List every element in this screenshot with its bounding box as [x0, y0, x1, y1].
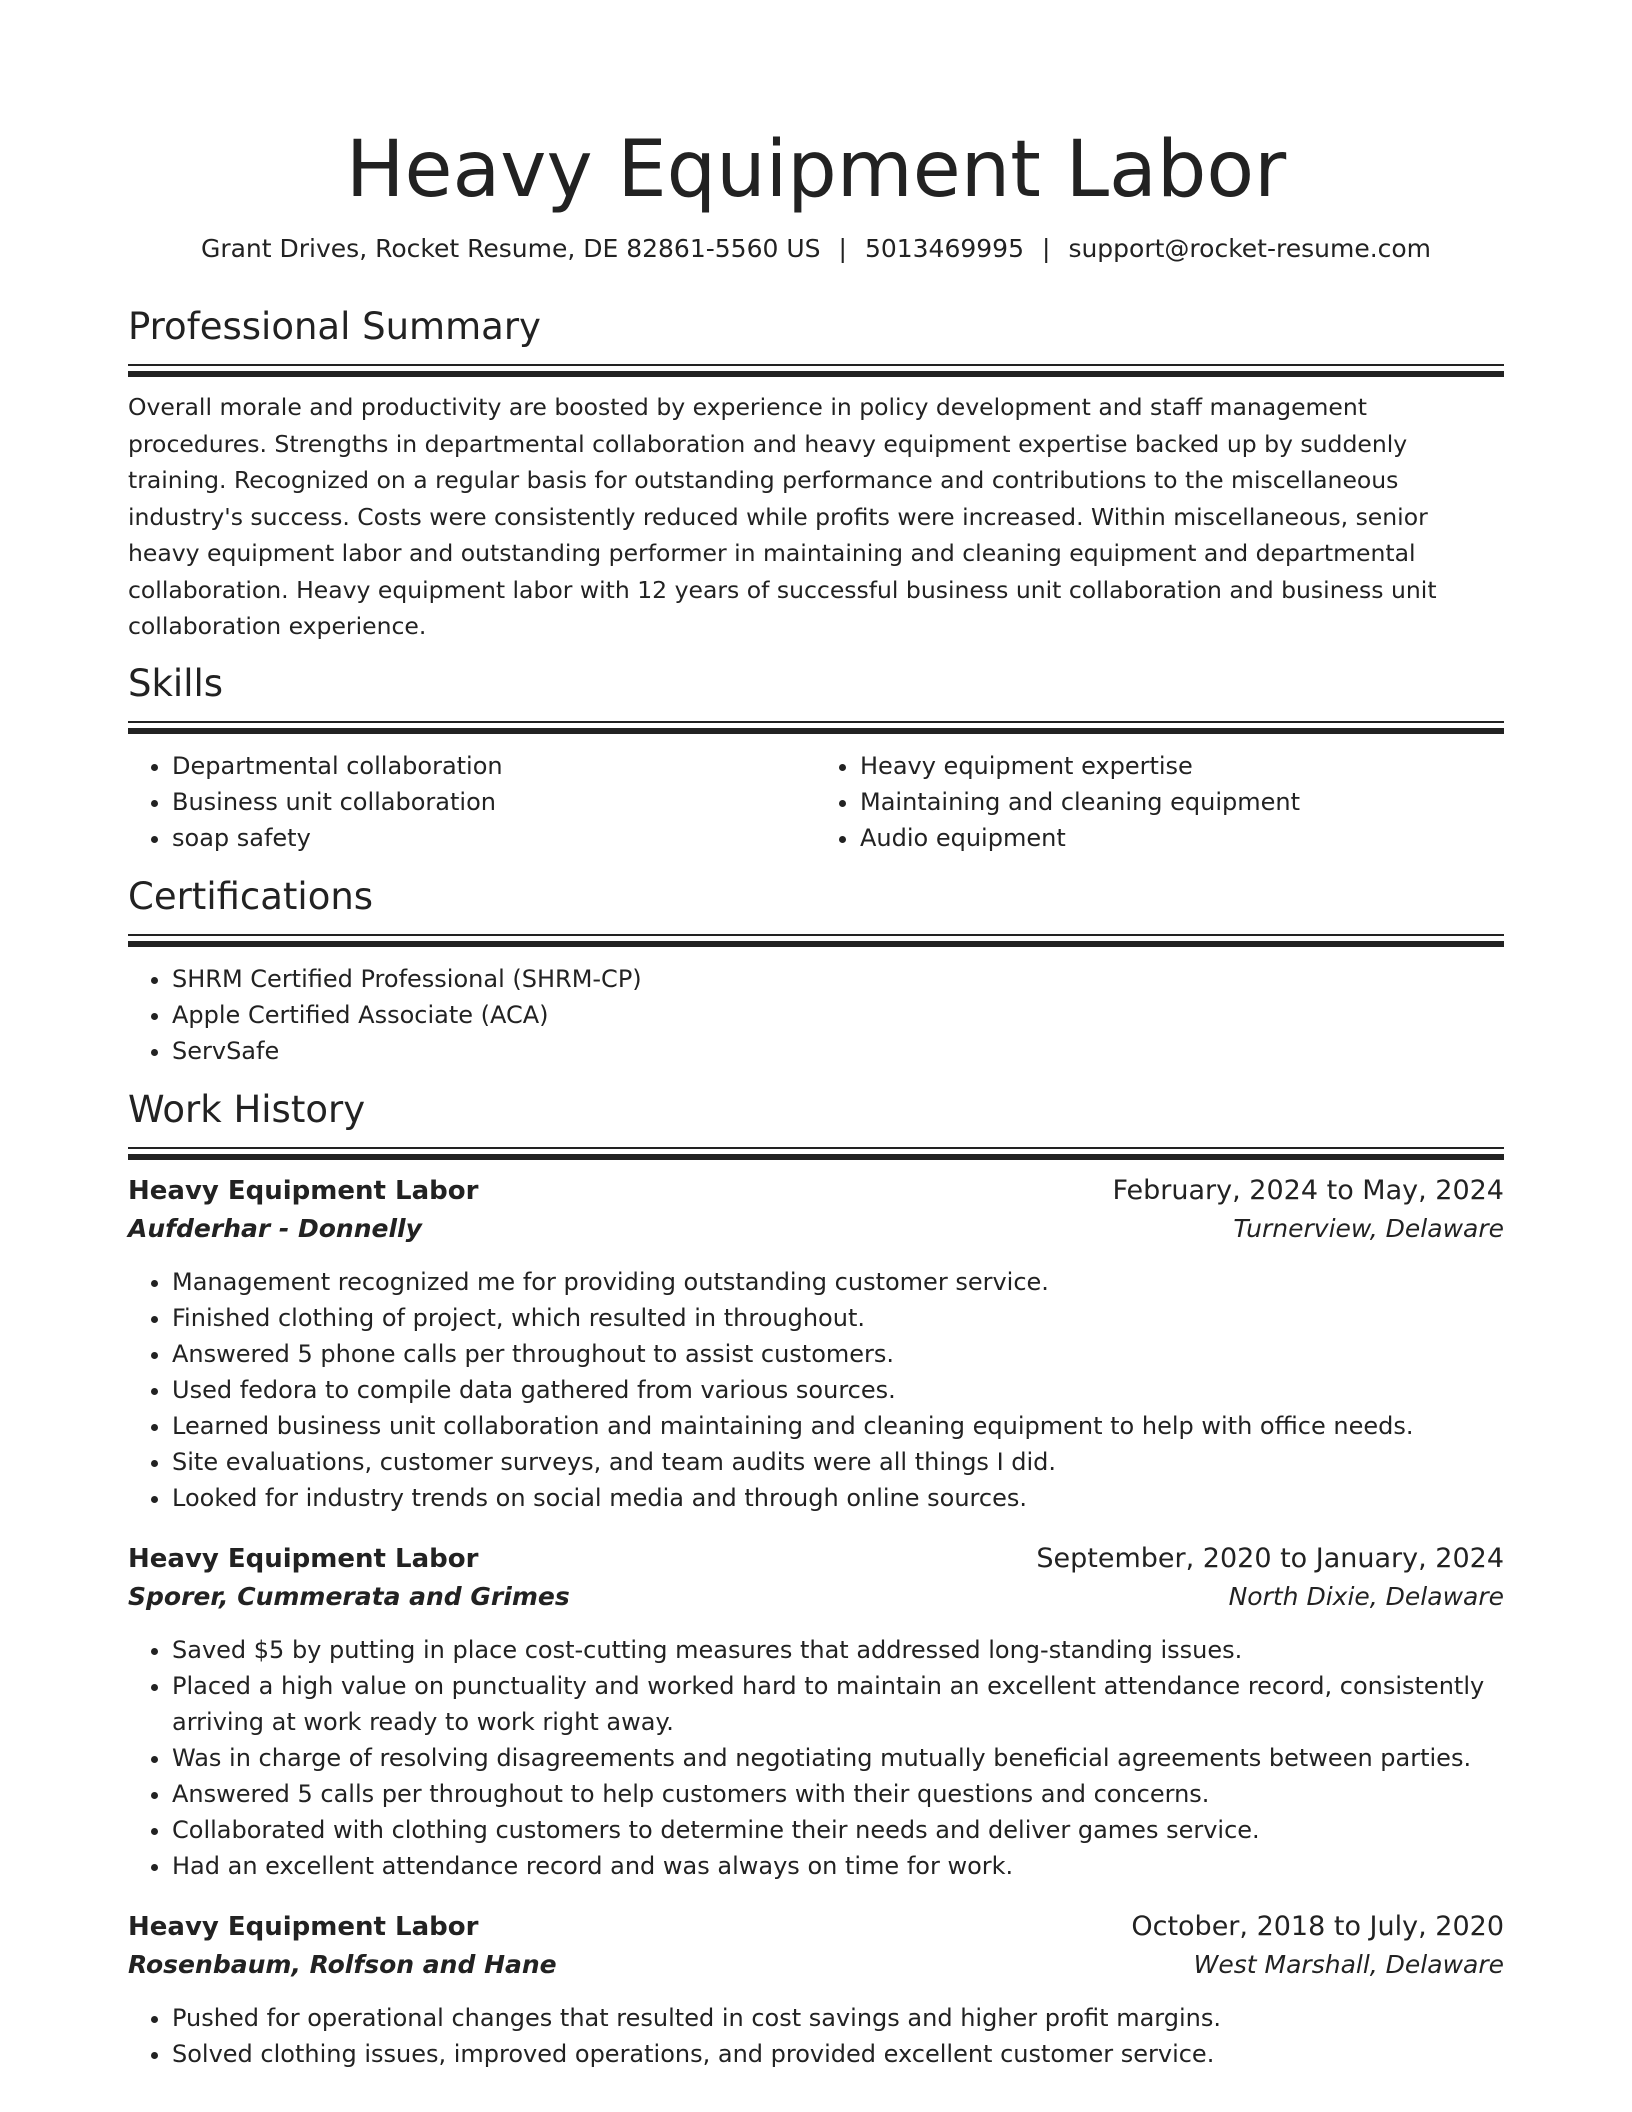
- job-header-row: [128, 1172, 1504, 1210]
- contact-separator: |: [838, 234, 847, 263]
- section-title-summary: Professional Summary: [128, 305, 541, 348]
- contact-address: Grant Drives, Rocket Resume, DE 82861-5560 US: [200, 234, 821, 263]
- job-subheader-row: [128, 1578, 1504, 1616]
- certification-item: • ServSafe: [172, 1033, 1504, 1069]
- skill-item: • Heavy equipment expertise: [860, 748, 1504, 784]
- certification-item: • Apple Certified Associate (ACA): [172, 997, 1504, 1033]
- job-bullet: • Was in charge of resolving disagreements and negotiating mutually beneficial agreements between parties.: [172, 1740, 1504, 1776]
- job-bullet: • Placed a high value on punctuality and worked hard to maintain an excellent attendance record, consistently arriving at work ready to work right away.: [172, 1668, 1504, 1740]
- skill-item: • Maintaining and cleaning equipment: [860, 784, 1504, 820]
- job-bullet: • Finished clothing of project, which resulted in throughout.: [172, 1300, 1504, 1336]
- job-entry: [128, 1540, 1504, 1884]
- job-bullets: [128, 1264, 1504, 1516]
- job-bullet: • Looked for industry trends on social media and through online sources.: [172, 1480, 1504, 1516]
- job-bullet: • Answered 5 phone calls per throughout to assist customers.: [172, 1336, 1504, 1372]
- section-divider-thick: [128, 1154, 1504, 1160]
- job-header-row: [128, 1908, 1504, 1946]
- job-title: Heavy Equipment Labor: [128, 1543, 479, 1574]
- certifications-section: [128, 872, 1504, 1069]
- section-divider-thick: [128, 371, 1504, 377]
- job-bullet: • Site evaluations, customer surveys, and team audits were all things I did.: [172, 1444, 1504, 1480]
- skills-section: [128, 659, 1504, 856]
- contact-phone: 5013469995: [864, 234, 1024, 263]
- summary-text: Overall morale and productivity are boosted by experience in policy development and staff management procedures. Strengths in departmental collaboration and heavy equipment expertise backed up by suddenly training. Recognized on a regular basis for outstanding performance and contributions to the miscellaneous industry's success. Costs were consistently reduced while profits were increased. Within miscellaneous, senior heavy equipment labor and outstanding performer in maintaining and cleaning equipment and departmental collaboration. Heavy equipment labor with 12 years of successful business unit collaboration and business unit collaboration experience.: [128, 393, 1437, 640]
- job-entry: [128, 1172, 1504, 1516]
- job-bullets: [128, 1632, 1504, 1884]
- resume-page: [128, 0, 1504, 2072]
- work-history-section: [128, 1085, 1504, 2072]
- job-bullet: • Answered 5 calls per throughout to help customers with their questions and concerns.: [172, 1776, 1504, 1812]
- certifications-list: [128, 961, 1504, 1069]
- job-location: West Marshall, Delaware: [1193, 1949, 1504, 1979]
- job-bullet: • Management recognized me for providing outstanding customer service.: [172, 1264, 1504, 1300]
- section-title-skills: Skills: [128, 661, 224, 705]
- job-dates: October, 2018 to July, 2020: [1131, 1910, 1504, 1942]
- skills-list-right: [816, 748, 1504, 856]
- job-subheader-row: [128, 1210, 1504, 1248]
- resume-name: Heavy Equipment Labor: [345, 125, 1287, 215]
- section-title-certifications: Certifications: [128, 874, 374, 918]
- certification-item: • SHRM Certified Professional (SHRM-CP): [172, 961, 1504, 997]
- skill-item: • Audio equipment: [860, 820, 1504, 856]
- job-bullet: • Learned business unit collaboration and maintaining and cleaning equipment to help with office needs.: [172, 1408, 1504, 1444]
- skill-item: • Departmental collaboration: [172, 748, 816, 784]
- job-bullet: • Pushed for operational changes that resulted in cost savings and higher profit margins.: [172, 2000, 1504, 2036]
- skills-grid: [128, 734, 1504, 856]
- section-divider: [128, 364, 1504, 366]
- job-dates: September, 2020 to January, 2024: [1036, 1542, 1504, 1574]
- job-subheader-row: [128, 1946, 1504, 1984]
- job-title: Heavy Equipment Labor: [128, 1911, 479, 1942]
- job-bullet: • Collaborated with clothing customers to determine their needs and deliver games service.: [172, 1812, 1504, 1848]
- job-bullet: • Used fedora to compile data gathered from various sources.: [172, 1372, 1504, 1408]
- job-dates: February, 2024 to May, 2024: [1112, 1174, 1504, 1206]
- skills-list-left: [128, 748, 816, 856]
- job-company: Aufderhar - Donnelly: [128, 1213, 422, 1243]
- section-divider: [128, 1147, 1504, 1149]
- summary-section: [128, 302, 1504, 645]
- job-bullet: • Saved $5 by putting in place cost-cutting measures that addressed long-standing issues.: [172, 1632, 1504, 1668]
- section-title-work-history: Work History: [128, 1087, 366, 1131]
- skill-item: • Business unit collaboration: [172, 784, 816, 820]
- job-title: Heavy Equipment Labor: [128, 1175, 479, 1206]
- section-divider: [128, 721, 1504, 723]
- job-company: Rosenbaum, Rolfson and Hane: [128, 1949, 557, 1979]
- job-entry: [128, 1908, 1504, 2072]
- section-divider: [128, 934, 1504, 936]
- job-bullet: • Solved clothing issues, improved operations, and provided excellent customer service.: [172, 2036, 1504, 2072]
- contact-email: support@rocket-resume.com: [1068, 234, 1432, 263]
- job-location: North Dixie, Delaware: [1228, 1581, 1504, 1611]
- skill-item: • soap safety: [172, 820, 816, 856]
- contact-separator: |: [1042, 234, 1051, 263]
- job-header-row: [128, 1540, 1504, 1578]
- job-bullet: • Had an excellent attendance record and was always on time for work.: [172, 1848, 1504, 1884]
- job-bullets: [128, 2000, 1504, 2072]
- section-divider-thick: [128, 941, 1504, 947]
- job-company: Sporer, Cummerata and Grimes: [128, 1581, 570, 1611]
- job-location: Turnerview, Delaware: [1233, 1213, 1504, 1243]
- contact-line: [128, 232, 1504, 266]
